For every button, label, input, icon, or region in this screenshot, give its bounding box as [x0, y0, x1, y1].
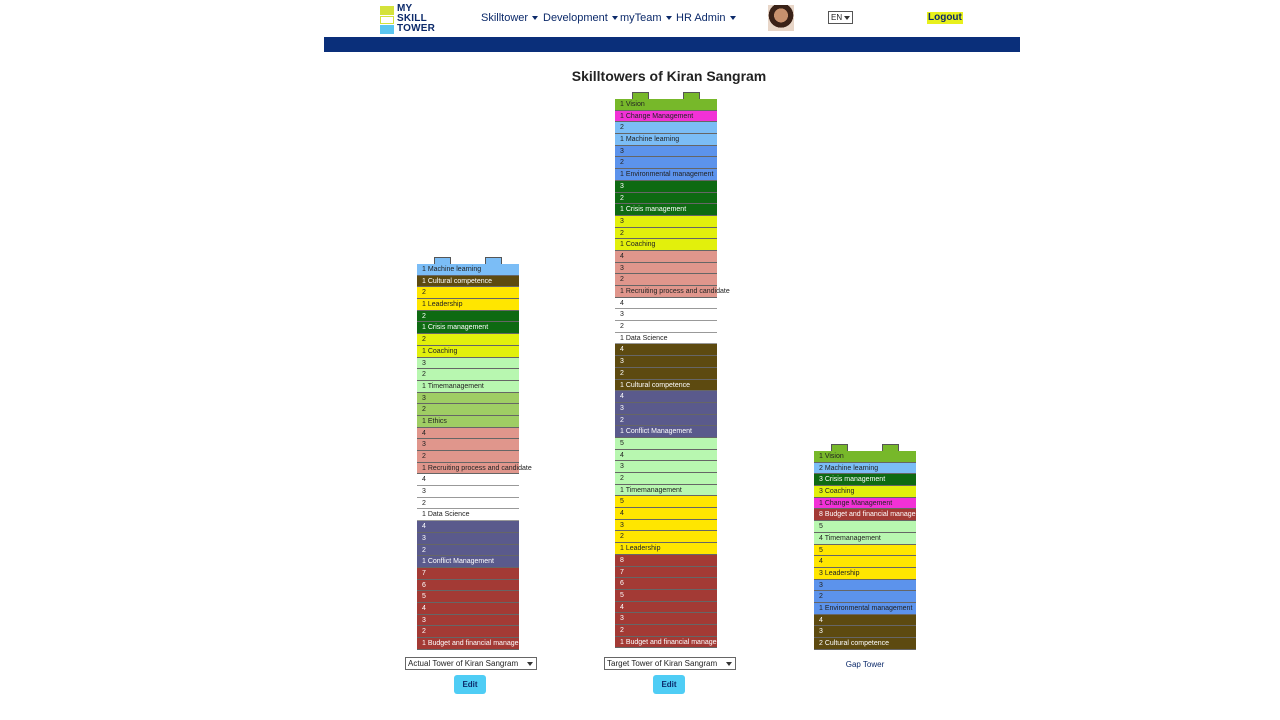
tower-cap-nub: [632, 92, 649, 99]
logout-button[interactable]: Logout: [928, 12, 962, 23]
skill-brick[interactable]: 1 Recruiting process and candidate: [615, 286, 717, 298]
skill-brick[interactable]: 1 Data Science: [615, 333, 717, 345]
tower-cap-nub: [485, 257, 502, 264]
skill-brick[interactable]: 2: [615, 368, 717, 380]
skill-brick[interactable]: 3: [615, 613, 717, 625]
skill-brick[interactable]: 1 Change Management: [814, 498, 916, 510]
skill-brick[interactable]: 1 Timemanagement: [615, 485, 717, 497]
skill-brick[interactable]: 1 Conflict Management: [417, 556, 519, 568]
skill-brick[interactable]: 5: [814, 521, 916, 533]
skill-brick[interactable]: 3: [417, 358, 519, 370]
skill-brick[interactable]: 2 Machine learning: [814, 463, 916, 475]
nav-myteam[interactable]: [620, 12, 672, 24]
skill-brick[interactable]: 1 Conflict Management: [615, 426, 717, 438]
skill-brick[interactable]: 2: [417, 404, 519, 416]
skill-brick[interactable]: 4: [417, 603, 519, 615]
tower-cap: [417, 257, 519, 264]
tower-cap-nub: [434, 257, 451, 264]
skill-brick[interactable]: 1 Vision: [615, 99, 717, 111]
skill-brick[interactable]: 2: [615, 473, 717, 485]
logo-square-top: [380, 6, 394, 15]
target-tower: [615, 92, 733, 648]
skill-brick[interactable]: 2: [417, 498, 519, 510]
tower-cap-nub: [831, 444, 848, 451]
skill-brick[interactable]: 8 Budget and financial management: [814, 509, 916, 521]
skill-brick[interactable]: 1 Coaching: [417, 346, 519, 358]
skill-brick[interactable]: 4: [615, 298, 717, 310]
skill-brick[interactable]: 1 Vision: [814, 451, 916, 463]
skill-brick[interactable]: 4: [814, 556, 916, 568]
skill-brick[interactable]: 5: [615, 496, 717, 508]
nav-myteam-label: myTeam: [620, 12, 662, 24]
skill-brick[interactable]: 3: [615, 520, 717, 532]
skill-brick[interactable]: 1 Crisis management: [417, 322, 519, 334]
skill-brick[interactable]: 3: [615, 263, 717, 275]
chevron-down-icon: [666, 16, 672, 20]
skill-brick[interactable]: 5: [814, 545, 916, 557]
skill-brick[interactable]: 3: [615, 216, 717, 228]
skill-brick[interactable]: 3: [615, 356, 717, 368]
skill-brick[interactable]: 2: [417, 334, 519, 346]
skill-brick[interactable]: 5: [615, 438, 717, 450]
logo-square-middle: [380, 16, 394, 24]
skill-brick[interactable]: 1 Environmental management: [615, 169, 717, 181]
skill-brick[interactable]: 1 Machine learning: [615, 134, 717, 146]
skill-brick[interactable]: 3: [417, 393, 519, 405]
skill-brick[interactable]: 3: [417, 439, 519, 451]
edit-target-tower-button[interactable]: Edit: [653, 675, 685, 694]
skill-brick[interactable]: 3: [814, 580, 916, 592]
skill-brick[interactable]: 4: [615, 602, 717, 614]
tower-cap: [814, 444, 916, 451]
gap-tower: [814, 444, 932, 650]
skill-brick[interactable]: 1 Ethics: [417, 416, 519, 428]
skill-brick[interactable]: 5: [417, 591, 519, 603]
skill-brick[interactable]: 4 Timemanagement: [814, 533, 916, 545]
skill-brick[interactable]: 6: [417, 580, 519, 592]
chevron-down-icon: [612, 16, 618, 20]
chevron-down-icon: [730, 16, 736, 20]
gap-tower-caption: Gap Tower: [845, 660, 885, 669]
page-title: Skilltowers of Kiran Sangram: [571, 68, 767, 84]
nav-development-label: Development: [543, 12, 608, 24]
skill-brick[interactable]: 4: [417, 521, 519, 533]
skill-brick[interactable]: 2: [417, 451, 519, 463]
chevron-down-icon: [726, 662, 732, 666]
skill-brick[interactable]: 1 Timemanagement: [417, 381, 519, 393]
skill-brick[interactable]: 1 Cultural competence: [615, 380, 717, 392]
actual-tower-select[interactable]: [405, 657, 537, 670]
skill-brick[interactable]: 3 Coaching: [814, 486, 916, 498]
skill-brick[interactable]: 1 Budget and financial management: [417, 638, 519, 650]
skill-brick[interactable]: 3: [615, 309, 717, 321]
skill-brick[interactable]: 1 Leadership: [615, 543, 717, 555]
skill-brick[interactable]: 2: [417, 311, 519, 323]
skill-brick[interactable]: 3: [814, 626, 916, 638]
skill-brick[interactable]: 4: [615, 251, 717, 263]
skill-brick[interactable]: 2: [615, 122, 717, 134]
skill-brick[interactable]: 4: [417, 474, 519, 486]
edit-actual-tower-button[interactable]: Edit: [454, 675, 486, 694]
skill-brick[interactable]: 3 Leadership: [814, 568, 916, 580]
chevron-down-icon: [527, 662, 533, 666]
tower-cap: [615, 92, 717, 99]
chevron-down-icon: [844, 16, 850, 20]
skill-brick[interactable]: 2: [615, 193, 717, 205]
skill-brick[interactable]: 1 Cultural competence: [417, 276, 519, 288]
skill-brick[interactable]: 4: [615, 508, 717, 520]
skill-brick[interactable]: 2: [417, 287, 519, 299]
skill-brick[interactable]: 3: [615, 181, 717, 193]
skill-brick[interactable]: 4: [814, 615, 916, 627]
skill-brick[interactable]: 2: [615, 228, 717, 240]
skill-brick[interactable]: 2: [615, 157, 717, 169]
target-tower-select[interactable]: [604, 657, 736, 670]
nav-skilltower-label: Skilltower: [481, 12, 529, 24]
logo-text: [397, 4, 435, 34]
skill-brick[interactable]: 2: [417, 626, 519, 638]
nav-hr-admin[interactable]: [676, 12, 736, 24]
chevron-down-icon: [532, 16, 538, 20]
top-header: [324, 0, 1020, 37]
tower-cap-nub: [683, 92, 700, 99]
user-avatar[interactable]: [768, 5, 794, 31]
target-tower-select-value: Target Tower of Kiran Sangram: [607, 659, 718, 668]
skill-brick[interactable]: 3: [615, 146, 717, 158]
nav-development[interactable]: [543, 12, 618, 24]
skill-brick[interactable]: 1 Recruiting process and candidate: [417, 463, 519, 475]
skill-brick[interactable]: 1 Leadership: [417, 299, 519, 311]
skill-brick[interactable]: 8: [615, 555, 717, 567]
skill-brick[interactable]: 2: [615, 625, 717, 637]
skill-brick[interactable]: 3: [417, 615, 519, 627]
skill-brick[interactable]: 3: [615, 403, 717, 415]
header-divider-bar: [324, 37, 1020, 52]
skill-brick[interactable]: 1 Crisis management: [615, 204, 717, 216]
skill-brick[interactable]: 3 Crisis management: [814, 474, 916, 486]
skill-brick[interactable]: 4: [615, 450, 717, 462]
skill-brick[interactable]: 2: [417, 369, 519, 381]
nav-hr-admin-label: HR Admin: [676, 12, 726, 24]
skill-brick[interactable]: 1 Coaching: [615, 239, 717, 251]
skill-brick[interactable]: 3: [417, 533, 519, 545]
language-value: EN: [831, 13, 843, 22]
skill-brick[interactable]: 3: [615, 461, 717, 473]
skill-brick[interactable]: 2: [615, 531, 717, 543]
skill-brick[interactable]: 1 Data Science: [417, 509, 519, 521]
skill-brick[interactable]: 6: [615, 578, 717, 590]
logo-line-3: TOWER: [397, 23, 436, 34]
nav-skilltower[interactable]: [481, 12, 538, 24]
skill-brick[interactable]: 7: [417, 568, 519, 580]
skill-brick[interactable]: 1 Budget and financial management: [615, 637, 717, 649]
skill-brick[interactable]: 2: [615, 274, 717, 286]
skill-brick[interactable]: 7: [615, 567, 717, 579]
my-skill-tower-logo[interactable]: [380, 4, 450, 36]
logo-line-1: MY: [397, 3, 413, 14]
logo-square-bottom: [380, 25, 394, 34]
skill-brick[interactable]: 4: [615, 391, 717, 403]
skill-brick[interactable]: 4: [417, 428, 519, 440]
skill-brick[interactable]: 2: [615, 415, 717, 427]
skill-brick[interactable]: 2: [615, 321, 717, 333]
skill-brick[interactable]: 1 Change Management: [615, 111, 717, 123]
skill-brick[interactable]: 2: [814, 591, 916, 603]
skill-brick[interactable]: 1 Machine learning: [417, 264, 519, 276]
skill-brick[interactable]: 2 Cultural competence: [814, 638, 916, 650]
language-select[interactable]: [828, 11, 853, 24]
skill-brick[interactable]: 3: [417, 486, 519, 498]
skill-brick[interactable]: 2: [417, 545, 519, 557]
skill-brick[interactable]: 4: [615, 344, 717, 356]
logo-line-2: SKILL: [397, 13, 427, 24]
tower-cap-nub: [882, 444, 899, 451]
actual-tower: [417, 257, 535, 650]
skill-brick[interactable]: 1 Environmental management: [814, 603, 916, 615]
actual-tower-select-value: Actual Tower of Kiran Sangram: [408, 659, 519, 668]
skill-brick[interactable]: 5: [615, 590, 717, 602]
